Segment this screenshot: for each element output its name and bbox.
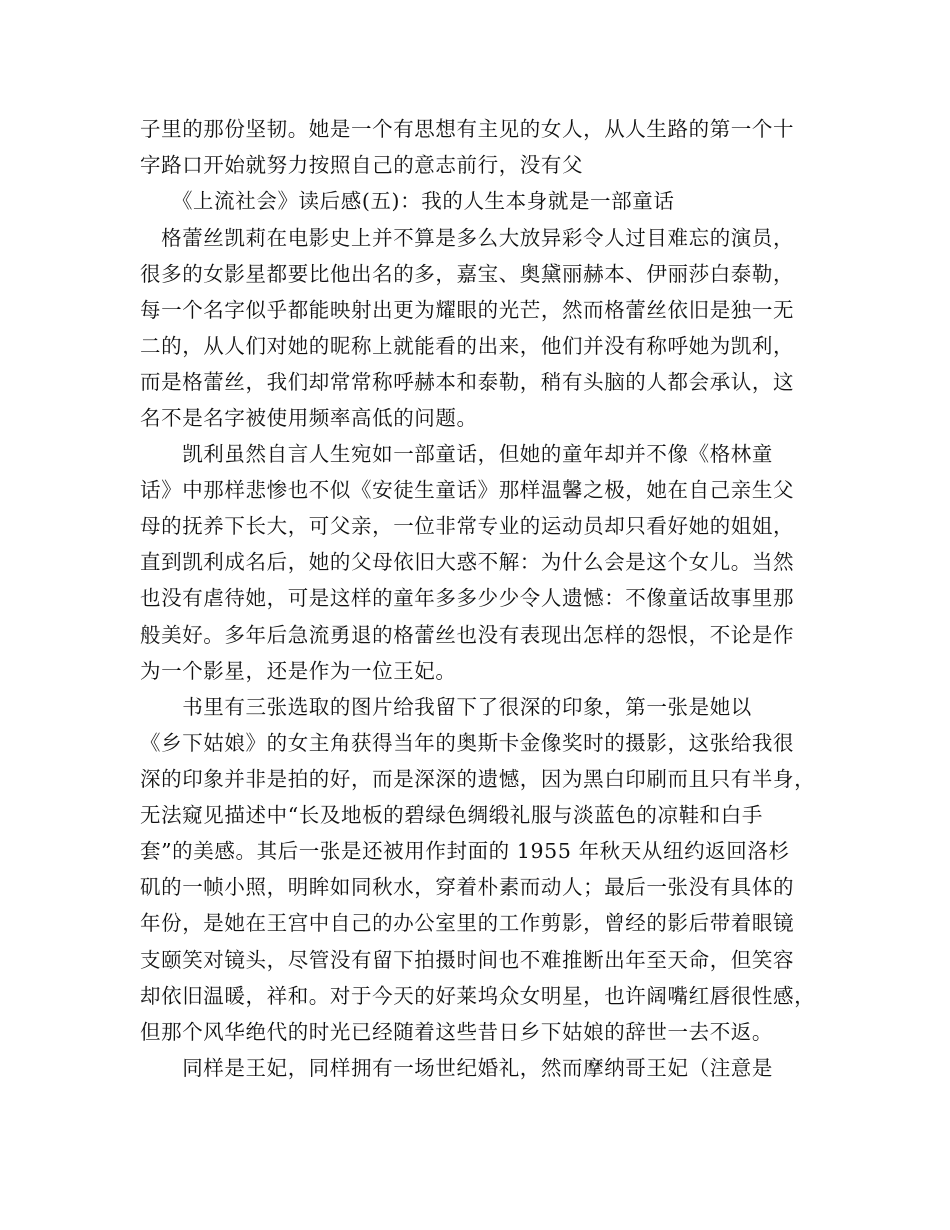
text-line: 而是格蕾丝，我们却常常称呼赫本和泰勒，稍有头脑的人都会承认，这 [140,370,795,394]
text-line: 格蕾丝凯莉在电影史上并不算是多么大放异彩令人过目难忘的演员， [140,226,795,250]
text-line: 直到凯利成名后，她的父母依旧大惑不解：为什么会是这个女儿。当然 [140,550,795,574]
text-line: 支颐笑对镜头，尽管没有留下拍摄时间也不难推断出年至天命，但笑容 [140,948,795,972]
text-line: 般美好。多年后急流勇退的格蕾丝也没有表现出怎样的怨恨，不论是作 [140,623,795,647]
text-line: 书里有三张选取的图片给我留下了很深的印象，第一张是她以 [140,695,752,719]
text-line: 话》中那样悲惨也不似《安徒生童话》那样温馨之极，她在自己亲生父 [140,478,795,502]
text-line: 套”的美感。其后一张是还被用作封面的 1955 年秋天从纽约返回洛杉 [140,839,790,863]
text-line: 但那个风华绝代的时光已经随着这些昔日乡下姑娘的辞世一去不返。 [140,1020,773,1044]
text-line: 母的抚养下长大，可父亲，一位非常专业的运动员却只看好她的姐姐， [140,514,795,538]
text-line: 很多的女影星都要比他出名的多，嘉宝、奥黛丽赫本、伊丽莎白泰勒， [140,262,795,286]
text-line: 也没有虐待她，可是这样的童年多多少少令人遗憾：不像童话故事里那 [140,586,795,610]
text-line: 无法窥见描述中“长及地板的碧绿色绸缎礼服与淡蓝色的凉鞋和白手 [140,803,763,827]
text-line: 名不是名字被使用频率高低的问题。 [140,406,478,430]
text-line: 年份，是她在王宫中自己的办公室里的工作剪影，曾经的影后带着眼镜 [140,911,795,935]
text-line: 却依旧温暖，祥和。对于今天的好莱坞众女明星，也许阔嘴红唇很性感， [140,984,816,1008]
text-line: 深的印象并非是拍的好，而是深深的遗憾，因为黑白印刷而且只有半身， [140,767,816,791]
text-line: 矶的一帧小照，明眸如同秋水，穿着朴素而动人；最后一张没有具体的 [140,875,795,899]
text-line: 字路口开始就努力按照自己的意志前行，没有父 [140,153,584,177]
text-line: 凯利虽然自言人生宛如一部童话，但她的童年却并不像《格林童 [140,442,773,466]
text-line: 同样是王妃，同样拥有一场世纪婚礼，然而摩纳哥王妃（注意是 [140,1056,773,1080]
text-line: 二的，从人们对她的昵称上就能看的出来，他们并没有称呼她为凯利， [140,334,795,358]
text-line: 子里的那份坚韧。她是一个有思想有主见的女人，从人生路的第一个十 [140,117,795,141]
text-line: 每一个名字似乎都能映射出更为耀眼的光芒，然而格蕾丝依旧是独一无 [140,298,795,322]
text-line: 《乡下姑娘》的女主角获得当年的奥斯卡金像奖时的摄影，这张给我很 [140,731,795,755]
text-line: 为一个影星，还是作为一位王妃。 [140,659,457,683]
section-heading: 《上流社会》读后感(五)：我的人生本身就是一部童话 [140,189,675,213]
